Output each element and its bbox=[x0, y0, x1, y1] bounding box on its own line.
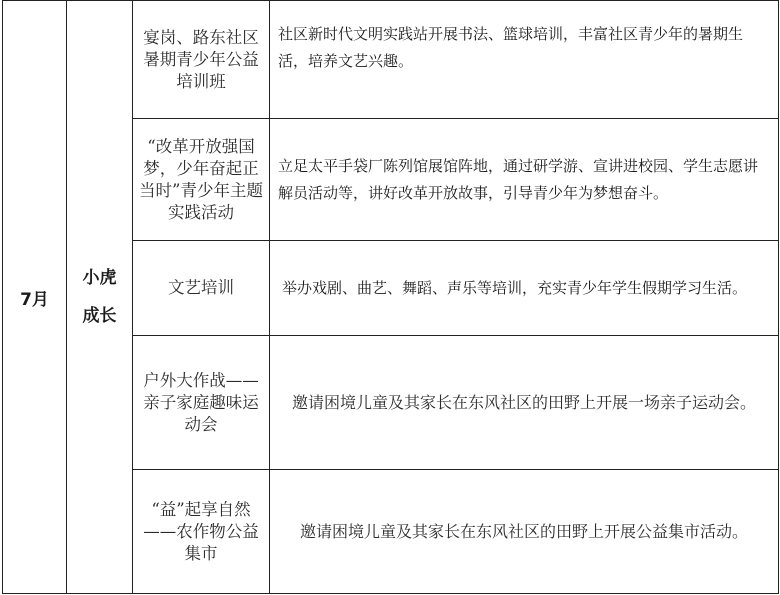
activity-name: “改革开放强国梦，少年奋起正当时”青少年主题实践活动 bbox=[133, 119, 270, 241]
activity-name: 户外大作战——亲子家庭趣味运动会 bbox=[133, 336, 270, 470]
activity-description: 社区新时代文明实践站开展书法、篮球培训，丰富社区青少年的暑期生活，培养文艺兴趣。 bbox=[270, 1, 779, 119]
activity-description: 举办戏剧、曲艺、舞蹈、声乐等培训，充实青少年学生假期学习生活。 bbox=[270, 241, 779, 336]
theme-line-1: 小虎 bbox=[82, 268, 117, 288]
activity-description: 邀请困境儿童及其家长在东风社区的田野上开展公益集市活动。 bbox=[270, 470, 779, 594]
table-row bbox=[3, 1, 779, 119]
theme-line-2: 成长 bbox=[82, 306, 117, 326]
activity-name: 宴岗、路东社区暑期青少年公益培训班 bbox=[133, 1, 270, 119]
activity-name: “益”起享自然——农作物公益集市 bbox=[133, 470, 270, 594]
activity-schedule-table bbox=[2, 0, 779, 594]
activity-name: 文艺培训 bbox=[133, 241, 270, 336]
activity-description: 邀请困境儿童及其家长在东风社区的田野上开展一场亲子运动会。 bbox=[270, 336, 779, 470]
theme-cell bbox=[67, 1, 133, 594]
month-cell: 7月 bbox=[3, 1, 67, 594]
activity-description: 立足太平手袋厂陈列馆展馆阵地，通过研学游、宣讲进校园、学生志愿讲解员活动等，讲好改革开放故事，引导青少年为梦想奋斗。 bbox=[270, 119, 779, 241]
